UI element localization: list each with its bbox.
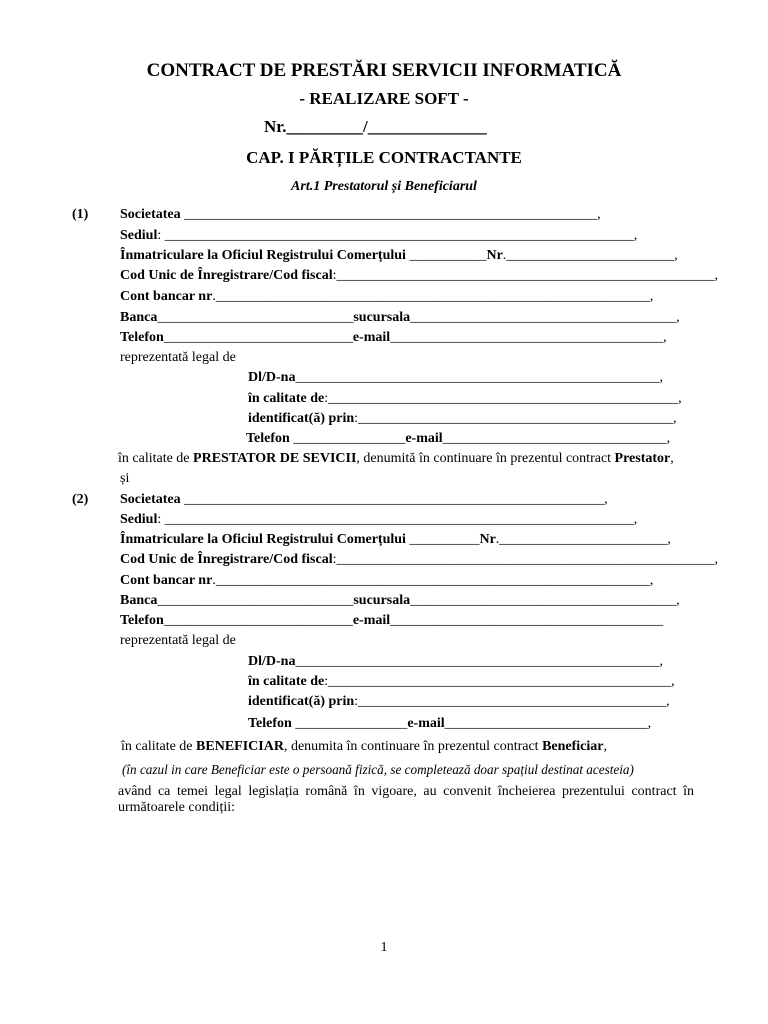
party1-rep-name-blank: ____________________________________________________,: [295, 370, 663, 385]
party1-branch-blank: ______________________________________,: [410, 310, 680, 325]
party2-note: (în cazul in care Beneficiar este o persoană fizică, se completează doar spațiul destinat acesteia): [122, 762, 634, 777]
party2-fiscal-code-line: [120, 552, 718, 568]
party2-bank-account-line: [120, 573, 653, 589]
party1-registration-line: [120, 248, 678, 264]
party2-rep-capacity-blank: :_________________________________________________,: [324, 674, 675, 689]
party2-rep-id-blank: :____________________________________________,: [354, 694, 670, 709]
party2-capacity-statement: [121, 739, 607, 755]
party1-rep-id-label: identificat(ă) prin: [248, 411, 355, 426]
party1-registration-label: Înmatriculare la Oficiul Registrului Comerțului: [120, 248, 406, 263]
party1-fiscal-code-line: [120, 268, 718, 284]
party2-rep-id-line: [248, 694, 670, 710]
party1-fiscal-code-blank: :______________________________________________________,: [332, 268, 718, 283]
party2-registration-line: [120, 532, 671, 548]
party2-fiscal-code-label: Cod Unic de Înregistrare/Cod fiscal: [120, 552, 333, 567]
party2-rep-email-blank: _____________________________,: [444, 716, 652, 731]
party2-rep-name-label: Dl/D-na: [248, 654, 296, 669]
chapter-heading: CAP. I PĂRȚILE CONTRACTANTE: [246, 148, 522, 167]
party1-rep-capacity-blank: :__________________________________________________,: [324, 391, 682, 406]
party2-role: BENEFICIAR: [196, 739, 284, 754]
party1-registration-nr-label: Nr: [486, 248, 503, 263]
party2-fiscal-code-blank: :______________________________________________________,: [332, 552, 718, 567]
party2-bank-label: Banca: [120, 593, 158, 608]
party2-rep-capacity-line: [248, 674, 675, 690]
party1-bank-account-line: [120, 289, 653, 305]
party1-address-line: [120, 228, 637, 244]
party1-rep-name-label: Dl/D-na: [248, 370, 296, 385]
party2-branch-blank: ______________________________________,: [410, 593, 680, 608]
party2-rep-phone-label: Telefon: [248, 716, 292, 731]
party1-represented-by: reprezentată legal de: [120, 350, 236, 365]
party2-rep-contact-line: [248, 716, 651, 732]
party1-rep-phone-label: Telefon: [246, 431, 290, 446]
party2-registration-nr-blank: .________________________,: [495, 532, 671, 547]
party2-bank-line: [120, 593, 680, 609]
party2-rep-name-blank: ____________________________________________________,: [295, 654, 663, 669]
party2-email-label: e-mail: [352, 613, 391, 628]
party2-rep-name-line: [248, 654, 663, 670]
party1-rep-id-blank: :_____________________________________________,: [354, 411, 677, 426]
party2-rep-capacity-label: în calitate de: [248, 674, 325, 689]
party1-email-blank: _______________________________________,: [390, 330, 667, 345]
page-number: 1: [380, 940, 388, 955]
party1-rep-email-label: e-mail: [405, 431, 443, 446]
party2-email-blank: _______________________________________: [390, 613, 664, 628]
party2-capacity-end: ,: [603, 739, 607, 754]
party2-short-name: Beneficiar: [542, 739, 604, 754]
party1-company-blank: ___________________________________________________________,: [180, 207, 601, 222]
party2-capacity-prefix: în calitate de: [121, 739, 197, 754]
party1-marker: (1): [72, 207, 89, 222]
party1-registration-nr-blank: .________________________,: [502, 248, 678, 263]
party2-phone-line: [120, 613, 663, 629]
document-title: CONTRACT DE PRESTĂRI SERVICII INFORMATICĂ: [146, 60, 622, 81]
party2-address-label: Sediul: [120, 512, 158, 527]
party2-phone-blank: ___________________________: [163, 613, 353, 628]
party2-phone-label: Telefon: [120, 613, 164, 628]
party2-bank-account-blank: .______________________________________________________________,: [212, 573, 654, 588]
party2-company-blank: ____________________________________________________________,: [180, 492, 608, 507]
party2-registration-label: Înmatriculare la Oficiul Registrului Comerțului: [120, 532, 406, 547]
party2-rep-phone-blank: ________________: [291, 716, 408, 731]
party2-address-line: [120, 512, 637, 528]
party1-bank-label: Banca: [120, 310, 158, 325]
party1-capacity-statement: [118, 451, 674, 467]
party1-company-line: [120, 207, 601, 223]
party1-bank-line: [120, 310, 680, 326]
document-subtitle: - REALIZARE SOFT -: [299, 89, 469, 108]
party2-represented-by: reprezentată legal de: [120, 633, 236, 648]
party1-address-label: Sediul: [120, 228, 158, 243]
party1-registration-blank: ___________: [405, 248, 487, 263]
party1-rep-capacity-line: [248, 391, 682, 407]
party1-rep-id-line: [248, 411, 677, 427]
party1-bank-blank: ____________________________: [157, 310, 354, 325]
party1-phone-label: Telefon: [120, 330, 164, 345]
article-heading: Art.1 Prestatorul și Beneficiarul: [291, 179, 477, 194]
party1-short-name: Prestator: [614, 451, 671, 466]
party1-rep-capacity-label: în calitate de: [248, 391, 325, 406]
party2-marker: (2): [72, 492, 89, 507]
party2-address-blank: : ___________________________________________________________________,: [157, 512, 638, 527]
party1-rep-name-line: [248, 370, 663, 386]
party1-email-label: e-mail: [352, 330, 391, 345]
party2-branch-label: sucursala: [353, 593, 411, 608]
party1-capacity-end: ,: [670, 451, 674, 466]
party1-capacity-prefix: în calitate de: [118, 451, 194, 466]
party1-rep-phone-blank: ________________: [289, 431, 406, 446]
party2-company-line: [120, 492, 608, 508]
party1-company-label: Societatea: [120, 207, 181, 222]
party2-rep-id-label: identificat(ă) prin: [248, 694, 355, 709]
contract-number-line: Nr._________/______________: [264, 117, 487, 136]
party1-address-blank: : ___________________________________________________________________,: [157, 228, 638, 243]
party1-rep-email-blank: ________________________________,: [442, 431, 671, 446]
party2-registration-blank: __________: [405, 532, 480, 547]
party2-registration-nr-label: Nr: [479, 532, 496, 547]
party2-capacity-middle: , denumita în continuare în prezentul contract: [283, 739, 543, 754]
conjunction-and: și: [120, 471, 130, 486]
party1-role: PRESTATOR DE SEVICII: [193, 451, 357, 466]
party2-bank-account-label: Cont bancar nr: [120, 573, 213, 588]
party1-branch-label: sucursala: [353, 310, 411, 325]
party2-bank-blank: ____________________________: [157, 593, 354, 608]
party1-bank-account-label: Cont bancar nr: [120, 289, 213, 304]
party2-company-label: Societatea: [120, 492, 181, 507]
party1-rep-contact-line: [246, 431, 670, 447]
party1-phone-blank: ___________________________: [163, 330, 353, 345]
party1-fiscal-code-label: Cod Unic de Înregistrare/Cod fiscal: [120, 268, 333, 283]
party2-rep-email-label: e-mail: [407, 716, 445, 731]
party1-bank-account-blank: .______________________________________________________________,: [212, 289, 654, 304]
party1-phone-line: [120, 330, 667, 346]
party1-capacity-middle: , denumită în continuare în prezentul contract: [356, 451, 615, 466]
closing-paragraph: având ca temei legal legislația română în vigoare, au convenit încheierea prezentului contract în următoarele condiții:: [118, 784, 694, 815]
